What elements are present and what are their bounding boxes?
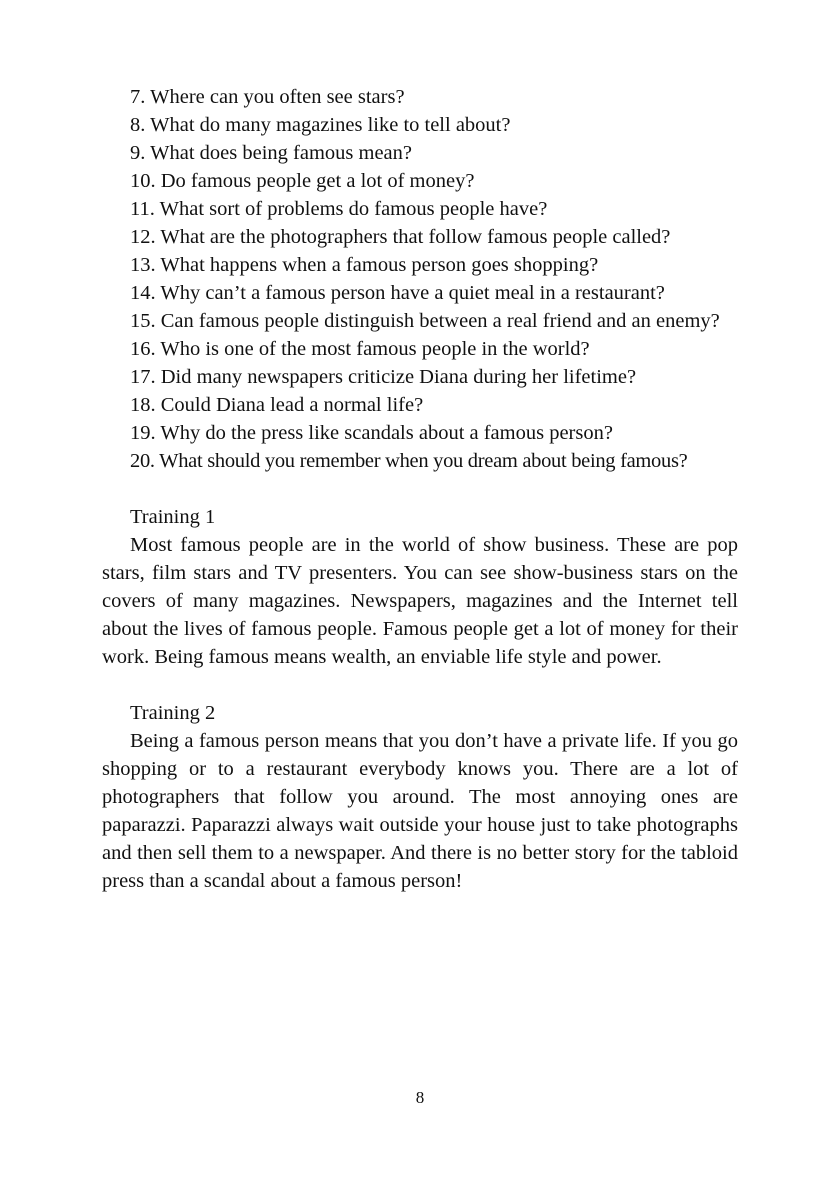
question-item: 9. What does being famous mean? [130,142,412,164]
question-item: 8. What do many magazines like to tell about? [130,114,511,136]
question-item: 14. Why can’t a famous person have a quiet meal in a restaurant? [130,282,665,304]
training-1-paragraph: Most famous people are in the world of show business. These are pop stars, film stars and TV presenters. You can see show-business stars on the covers of many magazines. Newspapers, magazines and the Internet tell about the lives of famous people. Famous people get a lot of money for their work. Being famous means wealth, an enviable life style and power. [102,534,738,668]
question-item: 20. What should you remember when you dream about being famous? [130,450,688,472]
training-2-paragraph: Being a famous person means that you don’t have a private life. If you go shopping or to a restaurant everybody knows you. There are a lot of photographers that follow you around. The most annoying ones are paparazzi. Paparazzi always wait outside your house just to take photographs and then sell them to a newspaper. And there is no better story for the tabloid press than a scandal about a famous person! [102,730,738,892]
page-number: 8 [415,1088,425,1107]
question-item: 13. What happens when a famous person goes shopping? [130,254,599,276]
training-1-section [102,503,738,671]
question-item: 15. Can famous people distinguish between a real friend and an enemy? [130,310,720,332]
section-spacer [102,475,738,503]
section-spacer [102,671,738,699]
question-item: 7. Where can you often see stars? [130,86,405,108]
question-item: 19. Why do the press like scandals about a famous person? [130,422,613,444]
training-2-section [102,699,738,895]
question-list [102,83,738,475]
training-2-title: Training 2 [130,702,216,724]
question-item: 17. Did many newspapers criticize Diana during her lifetime? [130,366,637,388]
question-item: 16. Who is one of the most famous people in the world? [130,338,590,360]
question-item: 12. What are the photographers that follow famous people called? [130,226,671,248]
training-1-title: Training 1 [130,506,216,528]
question-item: 10. Do famous people get a lot of money? [130,170,475,192]
question-item: 11. What sort of problems do famous people have? [130,198,548,220]
document-page [102,83,738,895]
question-item: 18. Could Diana lead a normal life? [130,394,424,416]
